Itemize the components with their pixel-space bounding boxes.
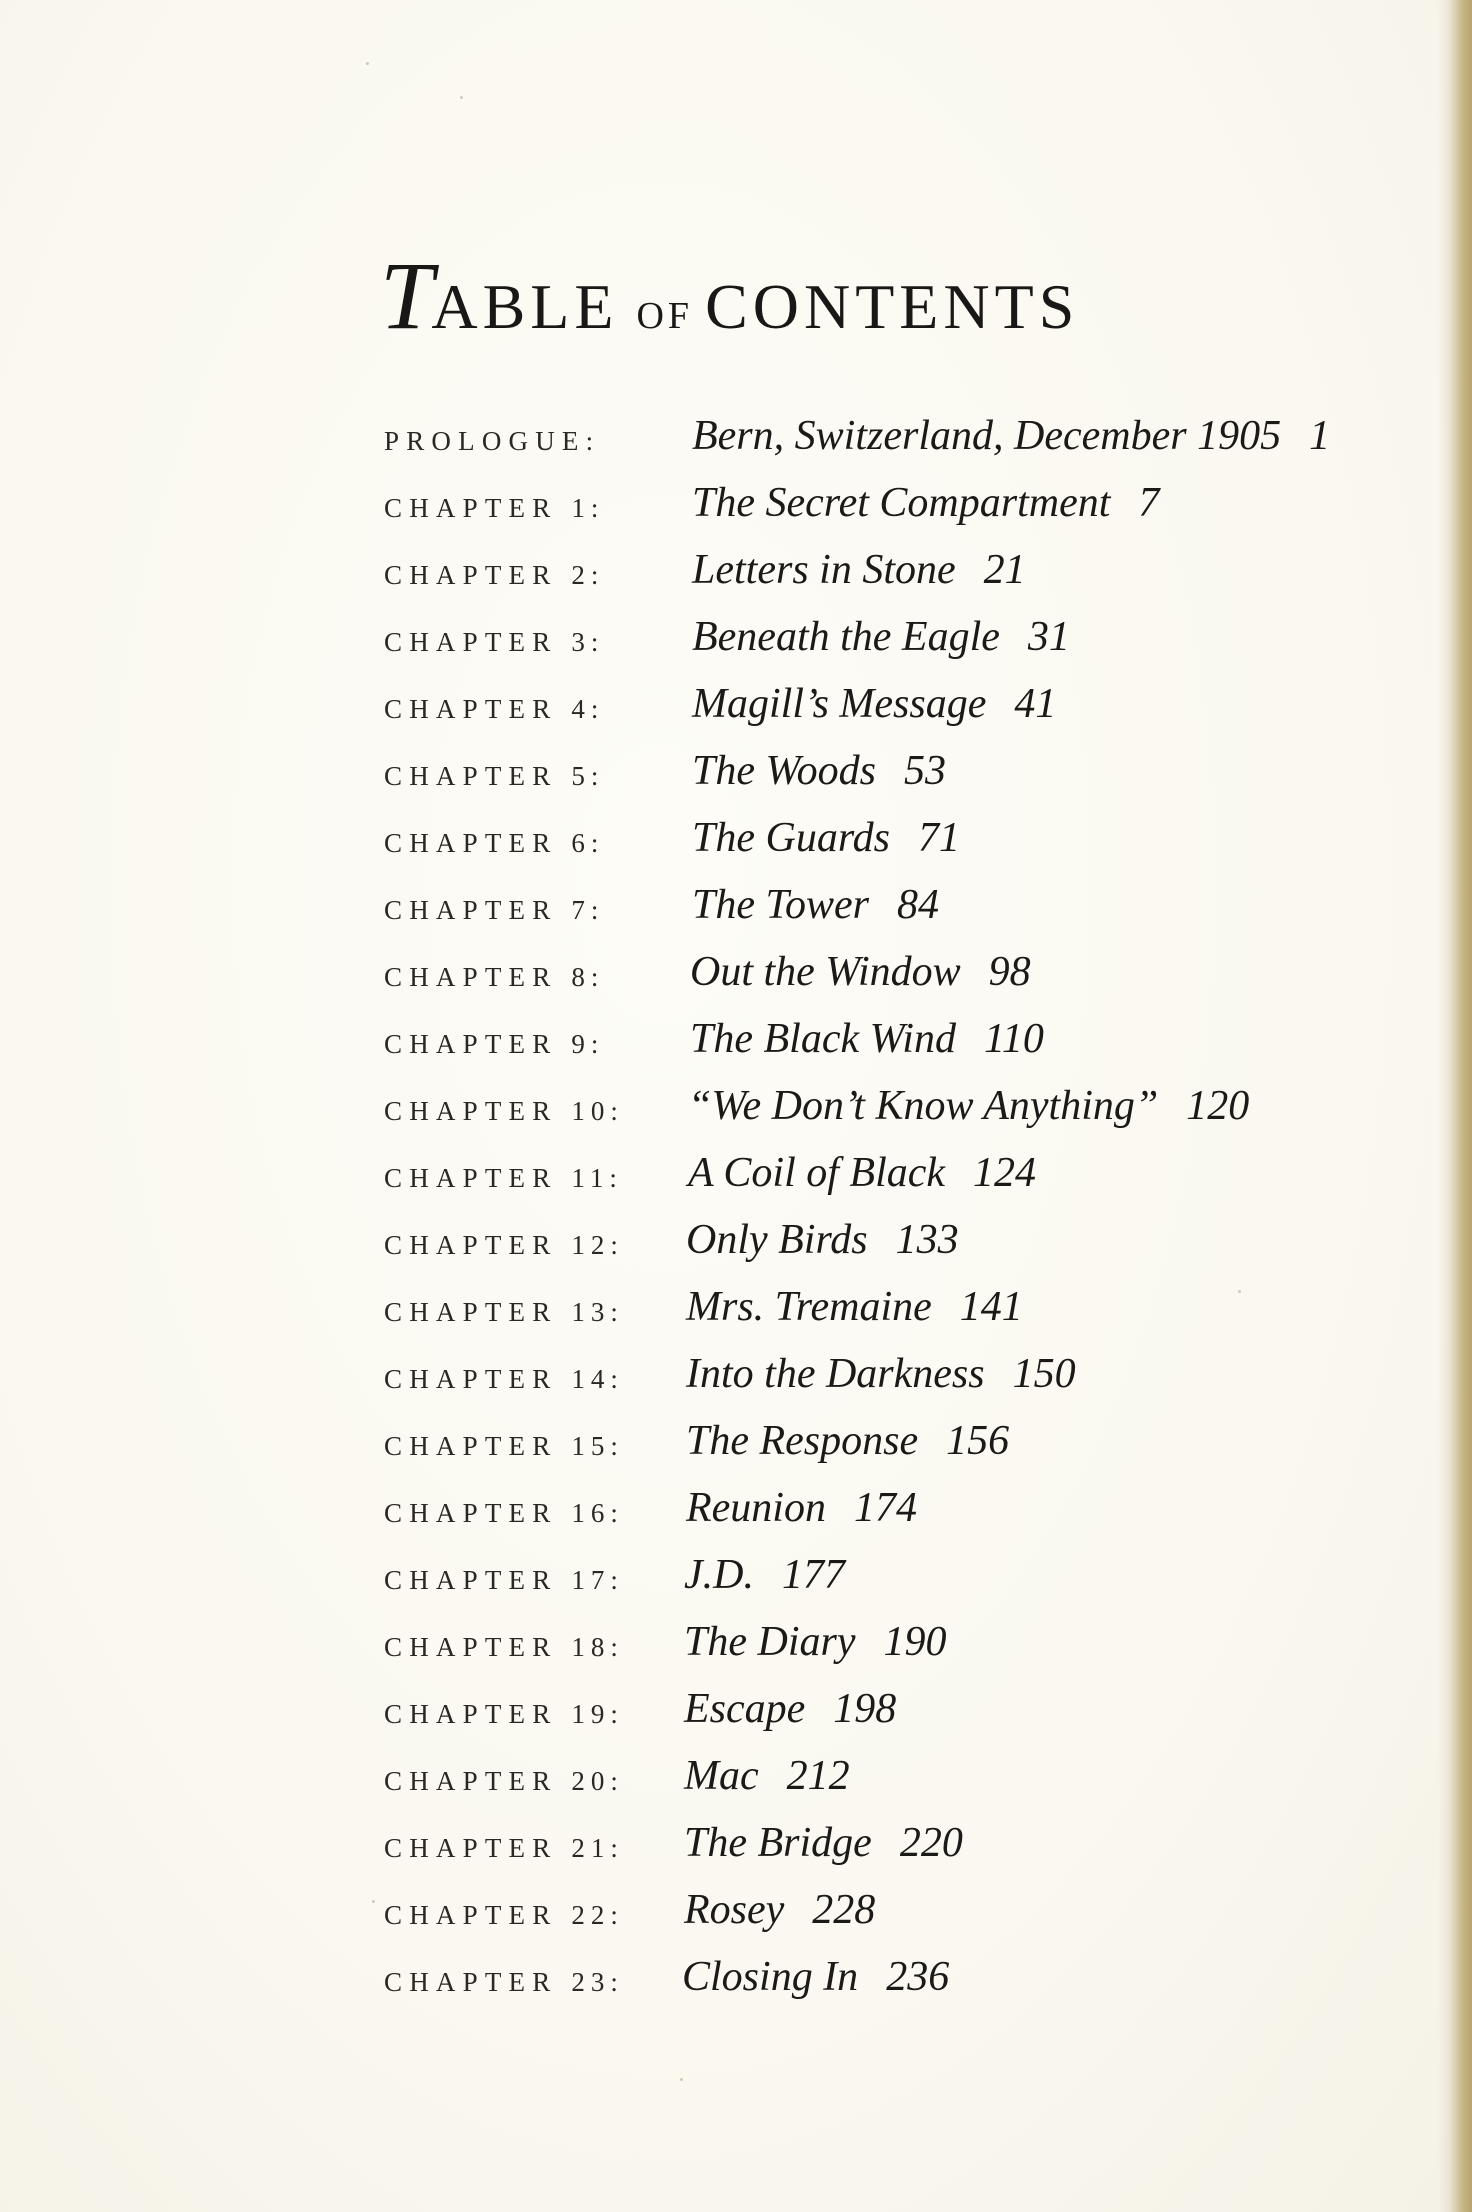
toc-entry-chapter-22 <box>0 1886 1400 1946</box>
entry-label-text: PROLOGUE <box>384 426 586 456</box>
entry-title: Rosey <box>684 1887 785 1933</box>
entry-label-text: CHAPTER <box>384 1230 558 1260</box>
entry-label: CHAPTER 19: <box>384 1699 626 1729</box>
entry-page-number: 198 <box>833 1686 897 1732</box>
entry-label: CHAPTER 5: <box>384 761 606 791</box>
entry-title: J.D. <box>684 1552 754 1598</box>
entry-page-number: 236 <box>886 1954 950 2000</box>
entry-number: 20 <box>571 1766 611 1796</box>
entry-label-text: CHAPTER <box>384 962 558 992</box>
entry-label-text: CHAPTER <box>384 1297 558 1327</box>
entry-title: The Secret Compartment <box>692 480 1111 526</box>
entry-title: The Response <box>686 1418 919 1464</box>
entry-title: The Bridge <box>684 1820 872 1866</box>
entry-label: CHAPTER 23: <box>384 1967 626 1997</box>
toc-entry-chapter-15 <box>0 1417 1400 1477</box>
entry-title-and-page <box>686 1216 959 1264</box>
entry-label: CHAPTER 18: <box>384 1632 626 1662</box>
entry-label: CHAPTER 9: <box>384 1029 606 1059</box>
entry-page-number: 133 <box>895 1217 959 1263</box>
entry-title-and-page <box>688 1149 1036 1197</box>
entry-page-number: 31 <box>1027 614 1070 660</box>
toc-entry-chapter-5 <box>0 747 1400 807</box>
entry-page-number: 212 <box>786 1753 850 1799</box>
entry-label-text: CHAPTER <box>384 1699 558 1729</box>
entry-title: Reunion <box>686 1485 826 1531</box>
toc-entry-chapter-7 <box>0 881 1400 941</box>
entry-label: CHAPTER 20: <box>384 1766 626 1796</box>
entry-page-number: 71 <box>917 815 960 861</box>
title-word-table: ABLE <box>431 271 619 342</box>
entry-page-number: 7 <box>1138 480 1160 526</box>
entry-page-number: 53 <box>903 748 946 794</box>
entry-title: Into the Darkness <box>686 1351 985 1397</box>
entry-number: 13 <box>571 1297 611 1327</box>
entry-number: 19 <box>571 1699 611 1729</box>
entry-title-and-page <box>692 546 1026 594</box>
entry-title-and-page <box>688 1082 1249 1130</box>
entry-number: 2 <box>571 560 591 590</box>
entry-title: Mac <box>684 1753 759 1799</box>
entry-title: A Coil of Black <box>688 1150 946 1196</box>
entry-page-number: 41 <box>1014 681 1057 727</box>
toc-entry-chapter-10 <box>0 1082 1400 1142</box>
toc-entry-chapter-8 <box>0 948 1400 1008</box>
entry-label-text: CHAPTER <box>384 1900 558 1930</box>
toc-entry-chapter-3 <box>0 613 1400 673</box>
entry-label: CHAPTER 16: <box>384 1498 626 1528</box>
entry-number: 6 <box>571 828 591 858</box>
entry-page-number: 124 <box>973 1150 1037 1196</box>
entry-page-number: 141 <box>959 1284 1023 1330</box>
entry-label-text: CHAPTER <box>384 895 558 925</box>
entry-page-number: 120 <box>1186 1083 1250 1129</box>
entry-title: Magill’s Message <box>692 681 987 727</box>
entry-label: CHAPTER 17: <box>384 1565 626 1595</box>
entry-page-number: 84 <box>897 882 940 928</box>
entry-number: 3 <box>571 627 591 657</box>
entry-label-text: CHAPTER <box>384 1565 558 1595</box>
entry-title-and-page <box>692 412 1330 460</box>
entry-label-text: CHAPTER <box>384 560 558 590</box>
toc-entry-chapter-14 <box>0 1350 1400 1410</box>
entry-label: CHAPTER 6: <box>384 828 606 858</box>
toc-entry-chapter-11 <box>0 1149 1400 1209</box>
toc-entry-chapter-4 <box>0 680 1400 740</box>
entry-title-and-page <box>692 881 939 929</box>
entry-label-text: CHAPTER <box>384 694 558 724</box>
entry-title-and-page <box>684 1886 875 1934</box>
toc-entry-chapter-6 <box>0 814 1400 874</box>
entry-label-text: CHAPTER <box>384 1632 558 1662</box>
entry-title: Beneath the Eagle <box>692 614 1000 660</box>
entry-number: 14 <box>571 1364 611 1394</box>
entry-page-number: 190 <box>883 1619 947 1665</box>
toc-entry-chapter-16 <box>0 1484 1400 1544</box>
toc-entry-chapter-23 <box>0 1953 1400 2013</box>
entry-label-text: CHAPTER <box>384 1967 558 1997</box>
entry-label-text: CHAPTER <box>384 627 558 657</box>
entry-page-number: 177 <box>781 1552 845 1598</box>
toc-entry-chapter-9 <box>0 1015 1400 1075</box>
entry-page-number: 174 <box>853 1485 917 1531</box>
entry-label: CHAPTER 12: <box>384 1230 626 1260</box>
entry-title-and-page <box>692 680 1056 728</box>
entry-title-and-page <box>692 613 1070 661</box>
entry-number: 11 <box>571 1163 610 1193</box>
toc-entry-chapter-17 <box>0 1551 1400 1611</box>
entry-number: 22 <box>571 1900 611 1930</box>
entry-page-number: 220 <box>899 1820 963 1866</box>
entry-page-number: 110 <box>983 1016 1044 1062</box>
entry-number: 5 <box>571 761 591 791</box>
entry-label: CHAPTER 4: <box>384 694 606 724</box>
entry-number: 12 <box>571 1230 611 1260</box>
entry-title: Out the Window <box>690 949 961 995</box>
entry-title: Closing In <box>682 1954 859 2000</box>
entry-number: 7 <box>571 895 591 925</box>
title-word-contents: CONTENTS <box>705 271 1080 342</box>
entry-label-text: CHAPTER <box>384 1029 558 1059</box>
entry-title-and-page <box>692 814 960 862</box>
entry-label: CHAPTER 13: <box>384 1297 626 1327</box>
entry-title-and-page <box>692 479 1159 527</box>
entry-label-text: CHAPTER <box>384 1766 558 1796</box>
entry-title-and-page <box>686 1417 1009 1465</box>
entry-label-text: CHAPTER <box>384 1833 558 1863</box>
entry-number: 9 <box>571 1029 591 1059</box>
entry-label: CHAPTER 14: <box>384 1364 626 1394</box>
entry-label: CHAPTER 10: <box>384 1096 626 1126</box>
entry-label: CHAPTER 22: <box>384 1900 626 1930</box>
entry-title-and-page <box>686 1283 1023 1331</box>
entry-label: CHAPTER 3: <box>384 627 606 657</box>
entry-label: CHAPTER 7: <box>384 895 606 925</box>
entry-number: 23 <box>571 1967 611 1997</box>
toc-entry-chapter-12 <box>0 1216 1400 1276</box>
entry-title-and-page <box>686 1350 1076 1398</box>
entry-label: PROLOGUE: <box>384 426 601 456</box>
toc-entry-chapter-21 <box>0 1819 1400 1879</box>
title-word-of: OF <box>636 295 694 337</box>
entry-number: 1 <box>571 493 591 523</box>
entry-number: 4 <box>571 694 591 724</box>
entry-page-number: 21 <box>983 547 1026 593</box>
entry-label-text: CHAPTER <box>384 1431 558 1461</box>
entry-label: CHAPTER 8: <box>384 962 606 992</box>
toc-entry-chapter-13 <box>0 1283 1400 1343</box>
toc-entry-chapter-19 <box>0 1685 1400 1745</box>
entry-label: CHAPTER 1: <box>384 493 606 523</box>
entry-number: 17 <box>571 1565 611 1595</box>
entry-page-number: 98 <box>988 949 1031 995</box>
entry-title-and-page <box>684 1819 963 1867</box>
entry-label-text: CHAPTER <box>384 1364 558 1394</box>
entry-title: The Woods <box>692 748 876 794</box>
toc-entry-chapter-2 <box>0 546 1400 606</box>
toc-entry-chapter-1 <box>0 479 1400 539</box>
entry-label-text: CHAPTER <box>384 1498 558 1528</box>
entry-page-number: 1 <box>1309 413 1331 459</box>
entry-title: Only Birds <box>686 1217 868 1263</box>
entry-title-and-page <box>686 1484 917 1532</box>
entry-title-and-page <box>690 1015 1044 1063</box>
entry-label: CHAPTER 21: <box>384 1833 626 1863</box>
entry-number: 15 <box>571 1431 611 1461</box>
entry-label-text: CHAPTER <box>384 1096 558 1126</box>
entry-title: Escape <box>684 1686 806 1732</box>
toc-entry-chapter-18 <box>0 1618 1400 1678</box>
entry-label-text: CHAPTER <box>384 493 558 523</box>
entry-title-and-page <box>682 1953 949 2001</box>
entry-title-and-page <box>684 1618 947 1666</box>
toc-entry-chapter-20 <box>0 1752 1400 1812</box>
entry-label-text: CHAPTER <box>384 1163 558 1193</box>
entry-page-number: 156 <box>946 1418 1010 1464</box>
title-initial: T <box>380 242 432 349</box>
entry-page-number: 228 <box>812 1887 876 1933</box>
entry-title: Letters in Stone <box>692 547 956 593</box>
entry-number: 10 <box>571 1096 611 1126</box>
entry-title: The Diary <box>684 1619 856 1665</box>
entry-title: Mrs. Tremaine <box>686 1284 932 1330</box>
entry-page-number: 150 <box>1012 1351 1076 1397</box>
entry-label-text: CHAPTER <box>384 761 558 791</box>
entry-label-text: CHAPTER <box>384 828 558 858</box>
entry-title: “We Don’t Know Anything” <box>688 1083 1159 1129</box>
entry-number: 8 <box>571 962 591 992</box>
entry-title-and-page <box>684 1551 845 1599</box>
entry-label: CHAPTER 15: <box>384 1431 626 1461</box>
entry-title-and-page <box>684 1752 850 1800</box>
entry-title: The Black Wind <box>690 1016 956 1062</box>
toc-entry-prologue <box>0 412 1400 472</box>
entry-title-and-page <box>690 948 1031 996</box>
entry-title-and-page <box>684 1685 896 1733</box>
entry-number: 18 <box>571 1632 611 1662</box>
entry-label: CHAPTER 11: <box>384 1163 625 1193</box>
entry-title: Bern, Switzerland, December 1905 <box>692 413 1282 459</box>
entry-title: The Tower <box>692 882 870 928</box>
entry-label: CHAPTER 2: <box>384 560 606 590</box>
entry-title-and-page <box>692 747 946 795</box>
entry-number: 21 <box>571 1833 611 1863</box>
entry-number: 16 <box>571 1498 611 1528</box>
entry-title: The Guards <box>692 815 890 861</box>
